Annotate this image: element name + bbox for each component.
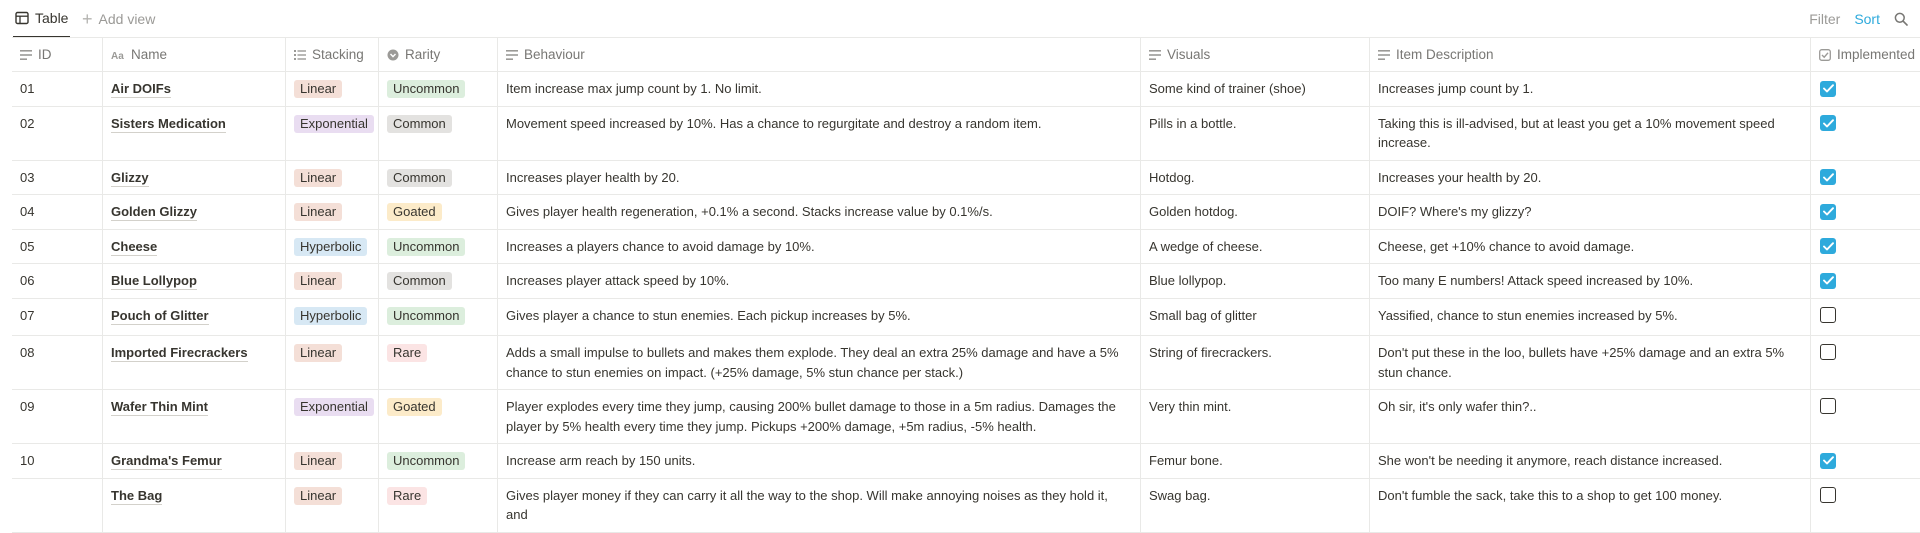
cell-description[interactable]: Don't put these in the loo, bullets have +25% damage and an extra 5% stun chance. bbox=[1370, 336, 1811, 389]
item-name[interactable]: Golden Glizzy bbox=[111, 204, 197, 219]
cell-stacking[interactable] bbox=[286, 72, 379, 106]
cell-visuals[interactable]: Very thin mint. bbox=[1141, 390, 1370, 443]
cell-rarity[interactable] bbox=[379, 195, 498, 229]
column-header-description[interactable] bbox=[1370, 38, 1811, 71]
cell-rarity[interactable] bbox=[379, 72, 498, 106]
column-header-behaviour[interactable] bbox=[498, 38, 1141, 71]
table-row[interactable] bbox=[12, 299, 1920, 337]
checkbox-property-icon bbox=[1819, 49, 1831, 61]
tab-table[interactable] bbox=[13, 0, 70, 38]
column-header-label: Item Description bbox=[1396, 47, 1494, 62]
check-icon bbox=[1823, 456, 1834, 465]
item-name[interactable]: The Bag bbox=[111, 487, 163, 503]
cell-behaviour[interactable]: Gives player a chance to stun enemies. Each pickup increases by 5%. bbox=[498, 299, 1141, 336]
cell-description[interactable]: DOIF? Where's my glizzy? bbox=[1370, 195, 1811, 229]
column-header-label: ID bbox=[38, 47, 52, 62]
cell-stacking[interactable] bbox=[286, 336, 379, 389]
item-name[interactable]: Cheese bbox=[111, 238, 158, 254]
stacking-tag: Linear bbox=[294, 344, 342, 362]
column-header-label: Implemented bbox=[1837, 47, 1916, 62]
item-name[interactable]: Imported Firecrackers bbox=[111, 345, 248, 360]
table-icon bbox=[15, 11, 29, 25]
checkbox-unchecked[interactable] bbox=[1820, 344, 1836, 360]
cell-implemented bbox=[1811, 444, 1920, 478]
add-view-label: Add view bbox=[98, 11, 156, 27]
plus-icon: + bbox=[82, 9, 93, 29]
rarity-tag: Common bbox=[387, 169, 452, 187]
checkbox-checked[interactable] bbox=[1820, 273, 1836, 289]
text-property-icon bbox=[20, 49, 32, 61]
table-row[interactable] bbox=[12, 230, 1920, 265]
filter-button[interactable]: Filter bbox=[1809, 11, 1841, 27]
item-name[interactable]: Pouch of Glitter bbox=[111, 307, 209, 323]
stacking-tag: Exponential bbox=[294, 115, 374, 133]
tab-table-label: Table bbox=[35, 10, 69, 26]
rarity-tag: Uncommon bbox=[387, 80, 465, 98]
cell-behaviour[interactable]: Increase arm reach by 150 units. bbox=[498, 444, 1141, 478]
cell-description[interactable]: Too many E numbers! Attack speed increased by 10%. bbox=[1370, 264, 1811, 298]
cell-rarity[interactable] bbox=[379, 161, 498, 195]
cell-name[interactable] bbox=[103, 230, 286, 264]
svg-text:Aa: Aa bbox=[111, 50, 124, 61]
check-icon bbox=[1823, 276, 1834, 285]
cell-implemented bbox=[1811, 107, 1920, 160]
item-name[interactable]: Grandma's Femur bbox=[111, 453, 222, 468]
item-name[interactable]: Blue Lollypop bbox=[111, 273, 197, 288]
rarity-tag: Common bbox=[387, 272, 452, 290]
add-view-button[interactable] bbox=[82, 0, 155, 38]
cell-behaviour[interactable]: Item increase max jump count by 1. No limit. bbox=[498, 72, 1141, 106]
title-property-icon bbox=[111, 49, 125, 61]
cell-id: 08 bbox=[12, 336, 103, 389]
checkbox-checked[interactable] bbox=[1820, 204, 1836, 220]
cell-stacking[interactable] bbox=[286, 299, 379, 336]
cell-visuals[interactable]: Femur bone. bbox=[1141, 444, 1370, 478]
cell-rarity[interactable] bbox=[379, 444, 498, 478]
item-name[interactable]: Air DOIFs bbox=[111, 81, 171, 96]
cell-visuals[interactable]: Swag bag. bbox=[1141, 479, 1370, 532]
column-header-label: Behaviour bbox=[524, 47, 585, 62]
item-name[interactable]: Sisters Medication bbox=[111, 115, 226, 131]
stacking-tag: Hyperbolic bbox=[294, 238, 367, 256]
stacking-tag: Linear bbox=[294, 169, 342, 187]
stacking-tag: Exponential bbox=[294, 398, 374, 416]
cell-implemented bbox=[1811, 479, 1920, 532]
cell-name[interactable] bbox=[103, 390, 286, 443]
cell-rarity[interactable] bbox=[379, 336, 498, 389]
cell-implemented bbox=[1811, 264, 1920, 298]
cell-id: 01 bbox=[12, 72, 103, 106]
cell-id: 05 bbox=[12, 230, 103, 264]
cell-id: 02 bbox=[12, 107, 103, 160]
cell-description[interactable]: She won't be needing it anymore, reach distance increased. bbox=[1370, 444, 1811, 478]
check-icon bbox=[1823, 242, 1834, 251]
cell-implemented bbox=[1811, 336, 1920, 389]
column-header-stacking[interactable] bbox=[286, 38, 379, 71]
cell-implemented bbox=[1811, 230, 1920, 264]
cell-behaviour[interactable]: Gives player money if they can carry it all the way to the shop. Will make annoying noises as they hold it, and bbox=[498, 479, 1141, 532]
cell-description[interactable]: Cheese, get +10% chance to avoid damage. bbox=[1370, 230, 1811, 264]
checkbox-unchecked[interactable] bbox=[1820, 398, 1836, 414]
cell-visuals[interactable]: Blue lollypop. bbox=[1141, 264, 1370, 298]
cell-stacking[interactable] bbox=[286, 444, 379, 478]
table-row[interactable] bbox=[12, 264, 1920, 299]
checkbox-checked[interactable] bbox=[1820, 169, 1836, 185]
cell-visuals[interactable]: String of firecrackers. bbox=[1141, 336, 1370, 389]
cell-implemented bbox=[1811, 72, 1920, 106]
column-header-visuals[interactable] bbox=[1141, 38, 1370, 71]
table-header bbox=[12, 37, 1920, 72]
cell-id: 07 bbox=[12, 299, 103, 336]
cell-rarity[interactable] bbox=[379, 230, 498, 264]
database-table bbox=[12, 37, 1920, 533]
checkbox-checked[interactable] bbox=[1820, 238, 1836, 254]
table-row[interactable] bbox=[12, 72, 1920, 107]
list-property-icon bbox=[294, 49, 306, 61]
cell-description[interactable]: Don't fumble the sack, take this to a shop to get 100 money. bbox=[1370, 479, 1811, 532]
cell-visuals[interactable]: Small bag of glitter bbox=[1141, 299, 1370, 336]
sort-button[interactable]: Sort bbox=[1854, 11, 1880, 27]
cell-behaviour[interactable]: Movement speed increased by 10%. Has a chance to regurgitate and destroy a random item. bbox=[498, 107, 1141, 160]
cell-name[interactable] bbox=[103, 299, 286, 336]
search-icon[interactable] bbox=[1894, 12, 1908, 26]
cell-behaviour[interactable]: Increases player attack speed by 10%. bbox=[498, 264, 1141, 298]
check-icon bbox=[1823, 84, 1834, 93]
rarity-tag: Common bbox=[387, 115, 452, 133]
cell-visuals[interactable]: Pills in a bottle. bbox=[1141, 107, 1370, 160]
cell-id bbox=[12, 479, 103, 532]
column-header-label: Rarity bbox=[405, 47, 441, 62]
rarity-tag: Uncommon bbox=[387, 452, 465, 470]
cell-stacking[interactable] bbox=[286, 390, 379, 443]
cell-name[interactable] bbox=[103, 444, 286, 478]
rarity-tag: Rare bbox=[387, 487, 427, 505]
stacking-tag: Linear bbox=[294, 203, 342, 221]
cell-name[interactable] bbox=[103, 72, 286, 106]
cell-visuals[interactable]: Golden hotdog. bbox=[1141, 195, 1370, 229]
cell-visuals[interactable]: A wedge of cheese. bbox=[1141, 230, 1370, 264]
cell-name[interactable] bbox=[103, 107, 286, 160]
cell-id: 09 bbox=[12, 390, 103, 443]
rarity-tag: Uncommon bbox=[387, 307, 465, 325]
cell-rarity[interactable] bbox=[379, 264, 498, 298]
checkbox-unchecked[interactable] bbox=[1820, 487, 1836, 503]
text-property-icon bbox=[1149, 49, 1161, 61]
cell-rarity[interactable] bbox=[379, 479, 498, 532]
table-row[interactable] bbox=[12, 107, 1920, 161]
cell-id: 04 bbox=[12, 195, 103, 229]
cell-stacking[interactable] bbox=[286, 479, 379, 532]
rarity-tag: Goated bbox=[387, 203, 442, 221]
cell-id: 10 bbox=[12, 444, 103, 478]
rarity-tag: Rare bbox=[387, 344, 427, 362]
cell-rarity[interactable] bbox=[379, 390, 498, 443]
table-row[interactable] bbox=[12, 195, 1920, 230]
cell-implemented bbox=[1811, 299, 1920, 336]
column-header-label: Stacking bbox=[312, 47, 364, 62]
cell-behaviour[interactable]: Increases a players chance to avoid damage by 10%. bbox=[498, 230, 1141, 264]
cell-stacking[interactable] bbox=[286, 195, 379, 229]
cell-rarity[interactable] bbox=[379, 299, 498, 336]
column-header-label: Visuals bbox=[1167, 47, 1211, 62]
cell-stacking[interactable] bbox=[286, 107, 379, 160]
cell-name[interactable] bbox=[103, 479, 286, 532]
column-header-rarity[interactable] bbox=[379, 38, 498, 71]
cell-visuals[interactable]: Hotdog. bbox=[1141, 161, 1370, 195]
cell-id: 06 bbox=[12, 264, 103, 298]
cell-description[interactable]: Taking this is ill-advised, but at least you get a 10% movement speed increase. bbox=[1370, 107, 1811, 160]
cell-description[interactable]: Yassified, chance to stun enemies increased by 5%. bbox=[1370, 299, 1811, 336]
cell-rarity[interactable] bbox=[379, 107, 498, 160]
cell-name[interactable] bbox=[103, 336, 286, 389]
rarity-tag: Uncommon bbox=[387, 238, 465, 256]
cell-stacking[interactable] bbox=[286, 161, 379, 195]
stacking-tag: Linear bbox=[294, 452, 342, 470]
cell-implemented bbox=[1811, 390, 1920, 443]
checkbox-checked[interactable] bbox=[1820, 115, 1836, 131]
cell-stacking[interactable] bbox=[286, 230, 379, 264]
item-name[interactable]: Wafer Thin Mint bbox=[111, 399, 209, 414]
cell-behaviour[interactable]: Player explodes every time they jump, causing 200% bullet damage to those in a 5m radius. Damages the player by 5% health every time they jump. Pickups +200% damage, +5m radius, -5% health. bbox=[498, 390, 1141, 443]
table-row[interactable] bbox=[12, 336, 1920, 390]
select-property-icon bbox=[387, 49, 399, 61]
table-row[interactable] bbox=[12, 479, 1920, 533]
check-icon bbox=[1823, 207, 1834, 216]
cell-implemented bbox=[1811, 195, 1920, 229]
cell-behaviour[interactable]: Gives player health regeneration, +0.1% a second. Stacks increase value by 0.1%/s. bbox=[498, 195, 1141, 229]
checkbox-checked[interactable] bbox=[1820, 453, 1836, 469]
stacking-tag: Linear bbox=[294, 272, 342, 290]
column-header-name[interactable] bbox=[103, 38, 286, 71]
check-icon bbox=[1823, 119, 1834, 128]
cell-description[interactable]: Increases jump count by 1. bbox=[1370, 72, 1811, 106]
cell-id: 03 bbox=[12, 161, 103, 195]
column-header-implemented[interactable] bbox=[1811, 38, 1920, 71]
table-row[interactable] bbox=[12, 444, 1920, 479]
cell-implemented bbox=[1811, 161, 1920, 195]
table-row[interactable] bbox=[12, 161, 1920, 196]
cell-name[interactable] bbox=[103, 264, 286, 298]
view-toolbar bbox=[0, 0, 1920, 37]
check-icon bbox=[1823, 173, 1834, 182]
cell-stacking[interactable] bbox=[286, 264, 379, 298]
cell-behaviour[interactable]: Adds a small impulse to bullets and makes them explode. They deal an extra 25% damage and have a 5% chance to stun enemies on impact. (+25% damage, 5% stun chance per stack.) bbox=[498, 336, 1141, 389]
text-property-icon bbox=[506, 49, 518, 61]
rarity-tag: Goated bbox=[387, 398, 442, 416]
checkbox-unchecked[interactable] bbox=[1820, 307, 1836, 323]
cell-description[interactable]: Oh sir, it's only wafer thin?.. bbox=[1370, 390, 1811, 443]
view-actions bbox=[1809, 0, 1908, 38]
text-property-icon bbox=[1378, 49, 1390, 61]
stacking-tag: Hyperbolic bbox=[294, 307, 367, 325]
column-header-label: Name bbox=[131, 47, 168, 62]
table-body bbox=[12, 72, 1920, 533]
stacking-tag: Linear bbox=[294, 80, 342, 98]
column-header-id[interactable] bbox=[12, 38, 103, 71]
cell-name[interactable] bbox=[103, 195, 286, 229]
table-row[interactable] bbox=[12, 390, 1920, 444]
stacking-tag: Linear bbox=[294, 487, 342, 505]
cell-visuals[interactable]: Some kind of trainer (shoe) bbox=[1141, 72, 1370, 106]
cell-behaviour[interactable]: Increases player health by 20. bbox=[498, 161, 1141, 195]
cell-name[interactable] bbox=[103, 161, 286, 195]
checkbox-checked[interactable] bbox=[1820, 81, 1836, 97]
item-name[interactable]: Glizzy bbox=[111, 169, 149, 185]
cell-description[interactable]: Increases your health by 20. bbox=[1370, 161, 1811, 195]
